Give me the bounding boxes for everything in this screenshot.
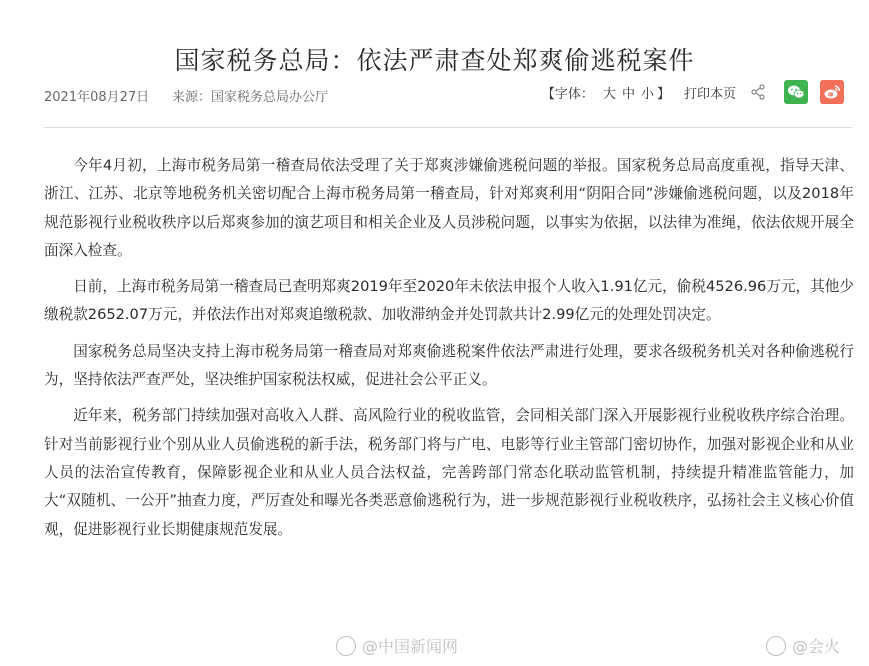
article-paragraph: 今年4月初，上海市税务局第一稽查局依法受理了关于郑爽涉嫌偷逃税问题的举报。国家税务总局高度重视，指导天津、浙江、江苏、北京等地税务机关密切配合上海市税务局第一稽查局，针对郑爽利用“阴阳合同”涉嫌偷逃税问题，以及2018年规范影视行业税收秩序以后郑爽参加的演艺项目和相关企业及人员涉税问题，以事实为依据，以法律为准绳，依法依规开展全面深入检查。 [44,157,854,259]
article-paragraph: 近年来，税务部门持续加强对高收入人群、高风险行业的税收监管，会同相关部门深入开展影视行业税收秩序综合治理。针对当前影视行业个别从业人员偷逃税的新手法，税务部门将与广电、电影等行业主管部门密切协作，加强对影视企业和从业人员的法治宣传教育，保障影视企业和从业人员合法权益，完善跨部门常态化联动监管机制，持续提升精准监管能力，加大“双随机、一公开”抽查力度，严厉查处和曝光各类恶意偷逃税行为，进一步规范影视行业税收秩序，弘扬社会主义核心价值观，促进影视行业长期健康规范发展。 [44,407,854,538]
wechat-icon [787,84,805,100]
article-paragraph: 日前，上海市税务局第一稽查局已查明郑爽2019年至2020年未依法申报个人收入1.91亿元，偷税4526.96万元，其他少缴税款2652.07万元，并依法作出对郑爽追缴税款、加收滞纳金并处罚款共计2.99亿元的处理处罚决定。 [44,278,854,324]
wechat-share-button[interactable] [784,80,808,104]
share-icon[interactable] [750,84,766,100]
watermark-author [766,634,840,657]
article-meta [44,86,844,106]
article-paragraph: 国家税务总局坚决支持上海市税务局第一稽查局对郑爽偷逃税案件依法严肃进行处理，要求各级税务机关对各种偷逃税行为，坚持依法严查严处，坚决维护国家税法权威，促进社会公平正义。 [44,342,854,389]
font-size-large-button[interactable]: 大 [602,86,616,102]
weibo-share-button[interactable] [820,80,844,104]
print-page-button[interactable]: 打印本页 [683,86,736,102]
weibo-icon [823,84,841,100]
header-divider [44,127,852,128]
watermark-chinanews-text: @中国新闻网 [362,637,459,656]
watermark-author-text: @会火 [792,637,841,656]
watermark-chinanews [336,634,458,657]
font-size-label: 【字体： [541,86,594,102]
watermark-weibo-icon [336,636,356,656]
article-toolbar [542,80,844,104]
article-source: 来源：国家税务总局办公厅 [172,90,329,105]
publish-date: 2021年08月27日 [44,90,150,105]
article-title: 国家税务总局：依法严肃查处郑爽偷逃税案件 [174,45,695,75]
article-body [44,152,854,552]
font-size-small-button[interactable]: 小 [640,86,654,102]
font-size-label-end: 】 [656,86,670,102]
watermark-weibo-icon [766,636,786,656]
font-size-medium-button[interactable]: 中 [621,86,635,102]
